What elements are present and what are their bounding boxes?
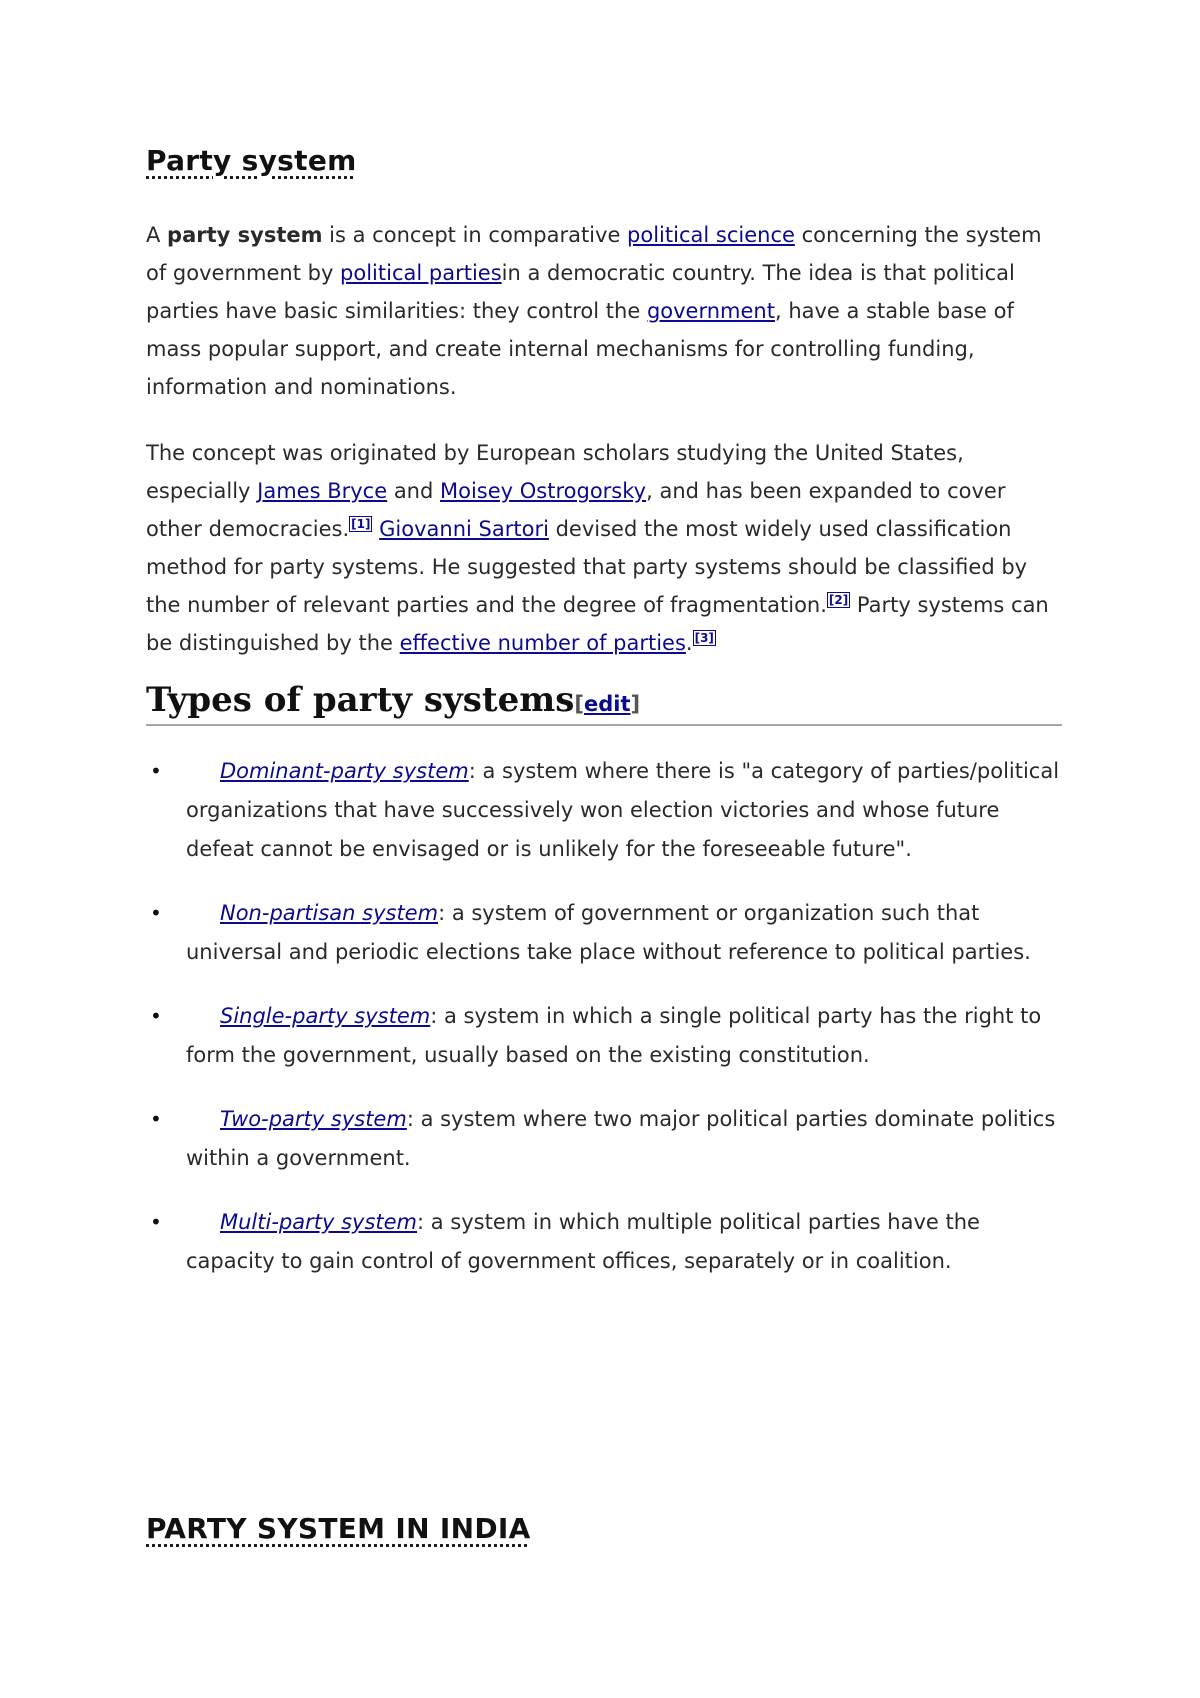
item-description: : a system in which a single political party has the right to form the government, usually based on the existing constitution.	[186, 1004, 1042, 1067]
bullet-icon: •	[150, 1210, 162, 1234]
link-two-party-system[interactable]: Two-party system	[220, 1107, 407, 1131]
section-heading	[146, 680, 1062, 726]
bullet-icon: •	[150, 759, 162, 783]
link-dominant-party-system[interactable]: Dominant-party system	[220, 759, 469, 783]
bullet-icon: •	[150, 1004, 162, 1028]
item-description: : a system where two major political parties dominate politics within a government.	[186, 1107, 1056, 1170]
link-political-science[interactable]: political science	[627, 223, 795, 247]
text-run: and	[387, 479, 440, 503]
link-moisey-ostrogorsky[interactable]: Moisey Ostrogorsky	[440, 479, 647, 503]
bold-term: party system	[167, 223, 323, 247]
text-run: is a concept in comparative	[322, 223, 628, 247]
text-run: , and has been expanded to cover other democracies.	[146, 479, 1006, 541]
list-item	[146, 1100, 1062, 1178]
link-political-parties[interactable]: political parties	[340, 261, 502, 285]
link-non-partisan-system[interactable]: Non-partisan system	[220, 901, 439, 925]
list-item	[146, 997, 1062, 1075]
edit-link[interactable]: edit	[583, 692, 631, 716]
reference-link-3[interactable]: [3]	[694, 631, 714, 645]
link-single-party-system[interactable]: Single-party system	[220, 1004, 431, 1028]
party-system-types-list	[146, 752, 1062, 1306]
second-title: PARTY SYSTEM IN INDIA	[146, 1512, 531, 1545]
edit-section	[574, 692, 640, 716]
text-run: Party systems can be distinguished by the	[146, 593, 1049, 655]
text-run: The concept was originated by European scholars studying the United States, especially	[146, 441, 964, 503]
link-government[interactable]: government	[646, 299, 775, 323]
text-run: .	[685, 631, 693, 655]
item-description: : a system of government or organization such that universal and periodic elections take place without reference to political parties.	[186, 901, 1031, 964]
list-item	[146, 894, 1062, 972]
reference-marker	[827, 592, 850, 608]
text-run: concerning the system of government by	[146, 223, 1042, 285]
bracket: ]	[630, 692, 641, 716]
list-item	[146, 1203, 1062, 1281]
page-title: Party system	[146, 144, 357, 177]
text-run: , have a stable base of mass popular support, and create internal mechanisms for controlling funding, information and nominations.	[146, 299, 1014, 399]
origin-paragraph	[146, 434, 1062, 662]
section-heading-text: Types of party systems	[146, 680, 575, 720]
reference-marker	[693, 630, 716, 646]
reference-marker	[349, 516, 372, 532]
text-run: A	[146, 223, 168, 247]
reference-link-2[interactable]: [2]	[828, 593, 849, 607]
text-run: devised the most widely used classification method for party systems. He suggested that party systems should be classified by the number of relevant parties and the degree of fragmentation.	[146, 517, 1028, 617]
text-run: in a democratic country. The idea is that political parties have basic similarities: they control the	[146, 261, 1015, 323]
reference-link-1[interactable]: [1]	[351, 517, 371, 531]
list-item	[146, 752, 1062, 869]
bullet-icon: •	[150, 901, 162, 925]
item-description: : a system in which multiple political parties have the capacity to gain control of government offices, separately or in coalition.	[186, 1210, 980, 1273]
item-description: : a system where there is "a category of parties/political organizations that have successively won election victories and whose future defeat cannot be envisaged or is unlikely for the foreseeable future".	[186, 759, 1060, 861]
link-effective-number-of-parties[interactable]: effective number of parties	[399, 631, 686, 655]
intro-paragraph	[146, 216, 1062, 406]
bullet-icon: •	[150, 1107, 162, 1131]
link-multi-party-system[interactable]: Multi-party system	[220, 1210, 417, 1234]
link-giovanni-sartori[interactable]: Giovanni Sartori	[379, 517, 549, 541]
link-james-bryce[interactable]: James Bryce	[257, 479, 388, 503]
bracket: [	[574, 692, 584, 716]
